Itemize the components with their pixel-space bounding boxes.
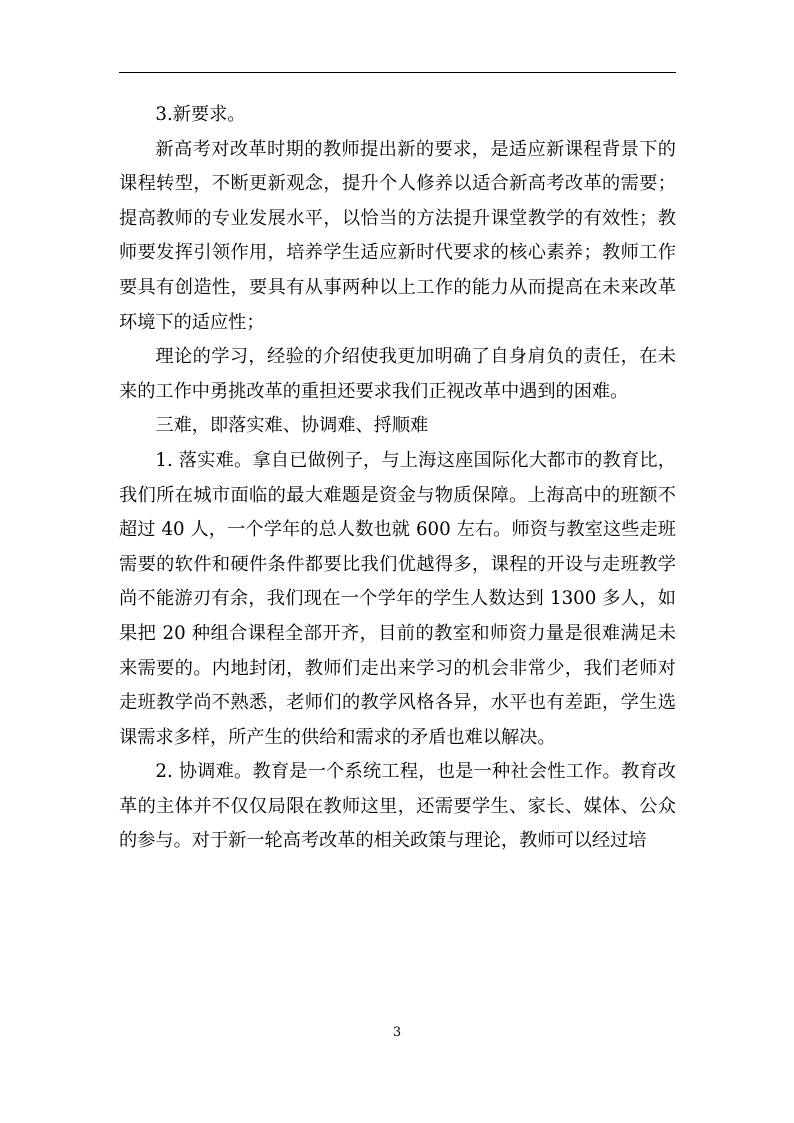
paragraph-implementation-difficulty: 1. 落实难。拿自已做例子，与上海这座国际化大都市的教育比，我们所在城市面临的最大难题是资金与物质保障。上海高中的班额不超过 40 人，一个学年的总人数也就 600 左右。师资与教室这些走班需要的软件和硬件条件都要比我们优越得多，课程的开设与走班教学尚不能游刃有余，我们现在一个学年的学生人数达到 1300 多人，如果把 20 种组合课程全部开齐，目前的教室和师资力量是很难满足未来需要的。内地封闭，教师们走出来学习的机会非常少，我们老师对走班教学尚不熟悉，老师们的教学风格各异，水平也有差距，学生选课需求多样，所产生的供给和需求的矛盾也难以解决。 xyxy=(119,449,676,748)
paragraph-coordination-difficulty: 2. 协调难。教育是一个系统工程，也是一种社会性工作。教育改革的主体并不仅仅局限在教师这里，还需要学生、家长、媒体、公众的参与。对于新一轮高考改革的相关政策与理论，教师可以经过培 xyxy=(119,761,676,852)
section-heading: 3.新要求。 xyxy=(155,104,246,125)
paragraph-three-difficulties: 三难，即落实难、协调难、捋顺难 xyxy=(155,415,429,437)
paragraph-new-requirements: 新高考对改革时期的教师提出新的要求，是适应新课程背景下的课程转型，不断更新观念，提升个人修养以适合新高考改革的需要；提高教师的专业发展水平，以恰当的方法提升课堂教学的有效性；教师要发挥引领作用，培养学生适应新时代要求的核心素养；教师工作要具有创造性，要具有从事两种以上工作的能力从而提高在未来改革环境下的适应性； xyxy=(119,138,676,333)
paragraph-theory-learning: 理论的学习，经验的介绍使我更加明确了自身肩负的责任，在未来的工作中勇挑改革的重担还要求我们正视改革中遇到的困难。 xyxy=(119,346,676,402)
page-number: 3 xyxy=(392,1025,402,1040)
header-rule xyxy=(119,72,676,73)
document-body xyxy=(119,98,676,859)
